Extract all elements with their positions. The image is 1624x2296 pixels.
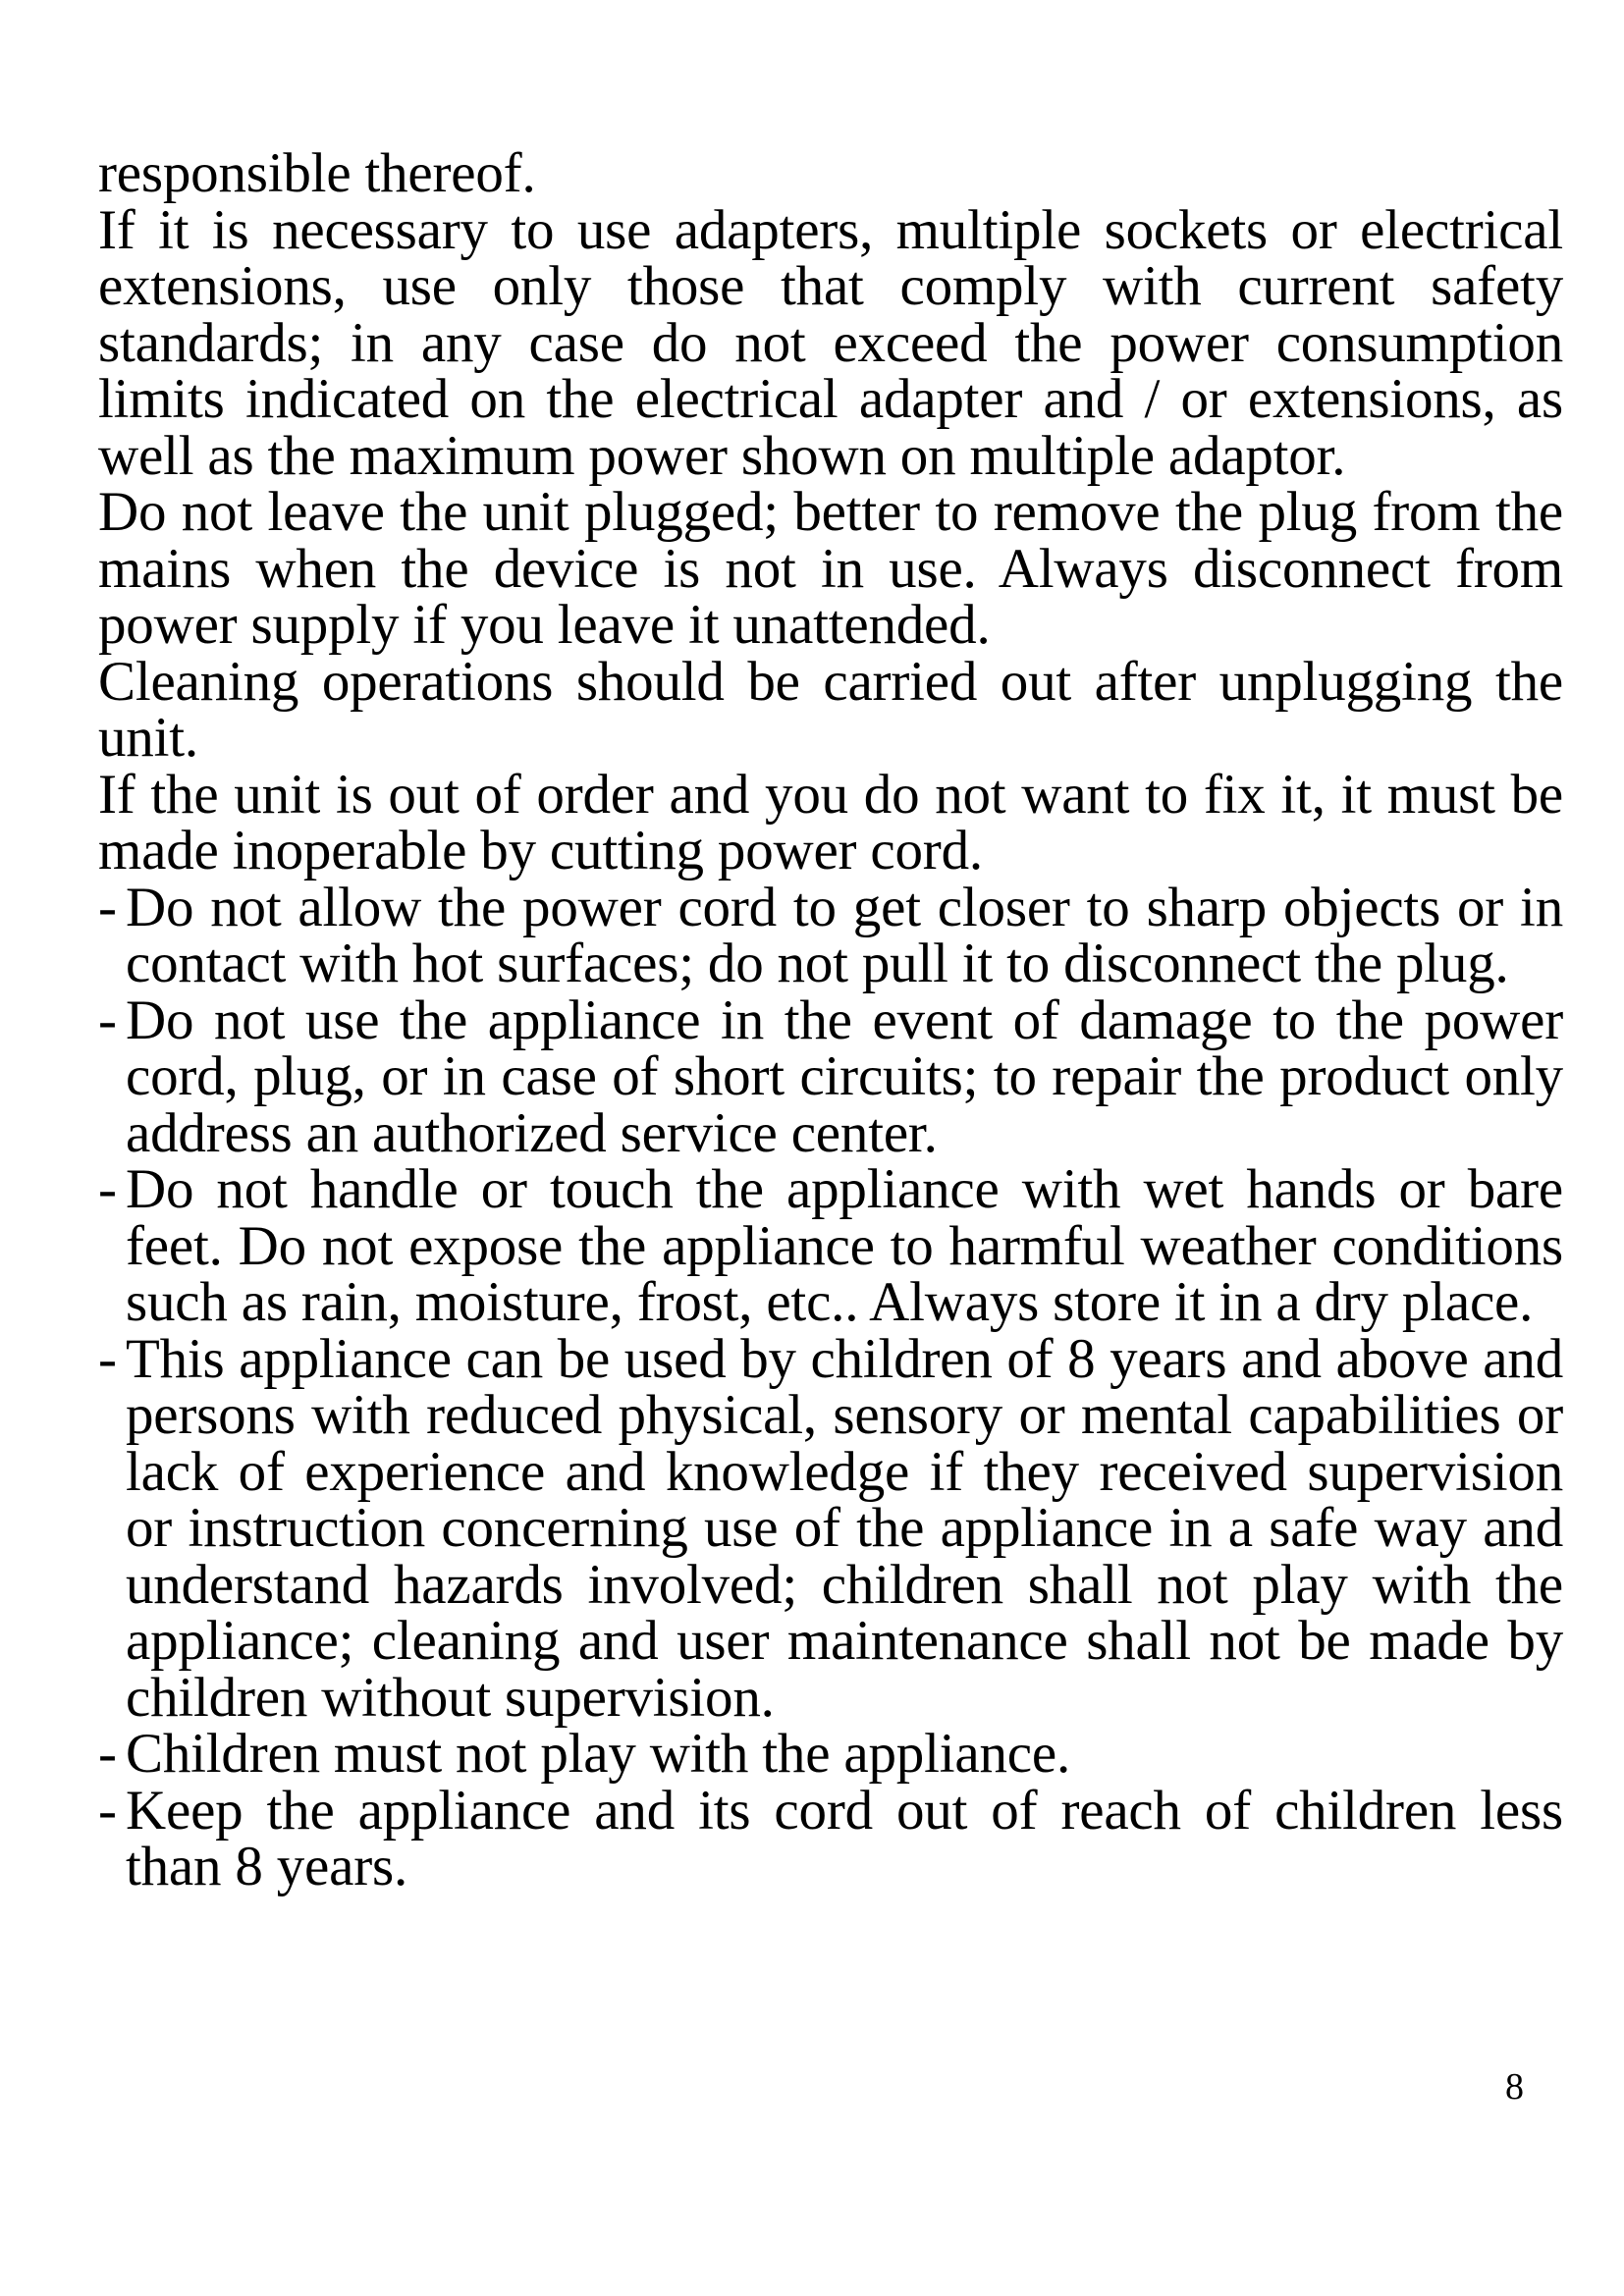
bullet-text: Children must not play with the appliance.	[126, 1723, 1070, 1785]
bullet-dash: -	[98, 988, 117, 1051]
bullet-children-use	[98, 1327, 1563, 1729]
bullet-dash: -	[98, 1723, 117, 1785]
bullet-wet-hands	[98, 1158, 1563, 1333]
bullet-dash: -	[98, 1327, 117, 1390]
bullet-dash: -	[98, 876, 117, 938]
continued-line: responsible thereof.	[98, 142, 536, 204]
out-of-order-paragraph: If the unit is out of order and you do not want to fix it, it must be made inoperable by cutting power cord.	[98, 763, 1563, 881]
bullet-children-play	[98, 1723, 1563, 1785]
cleaning-paragraph: Cleaning operations should be carried out after unplugging the unit.	[98, 650, 1563, 769]
bullet-text: This appliance can be used by children of 8 years and above and persons with reduced physical, sensory or mental capabilities or lack of experience and knowledge if they received supervision or instruction concerning use of the appliance in a safe way and understand hazards involved; children shall not play with the appliance; cleaning and user maintenance shall not be made by children without supervision.	[126, 1327, 1563, 1729]
bullet-damaged-appliance	[98, 988, 1563, 1164]
bullet-dash: -	[98, 1779, 117, 1842]
bullet-keep-away	[98, 1779, 1563, 1897]
bullet-power-cord	[98, 876, 1563, 994]
bullet-text: Do not handle or touch the appliance with wet hands or bare feet. Do not expose the appliance to harmful weather conditions such as rain, moisture, frost, etc.. Always store it in a dry place.	[126, 1158, 1563, 1333]
bullet-text: Do not use the appliance in the event of damage to the power cord, plug, or in case of short circuits; to repair the product only address an authorized service center.	[126, 988, 1563, 1164]
bullet-dash: -	[98, 1158, 117, 1220]
unplug-warning-paragraph: Do not leave the unit plugged; better to remove the plug from the mains when the device is not in use. Always disconnect from power supply if you leave it unattended.	[98, 481, 1563, 656]
bullet-text: Do not allow the power cord to get closer to sharp objects or in contact with hot surfaces; do not pull it to disconnect the plug.	[126, 876, 1563, 994]
adapter-warning-paragraph: If it is necessary to use adapters, multiple sockets or electrical extensions, use only those that comply with current safety standards; in any case do not exceed the power consumption limits indicated on the electrical adapter and / or extensions, as well as the maximum power shown on multiple adaptor.	[98, 198, 1563, 487]
bullet-text: Keep the appliance and its cord out of reach of children less than 8 years.	[126, 1779, 1563, 1897]
page-number: 8	[1505, 2066, 1524, 2108]
page-content	[98, 142, 1563, 1897]
